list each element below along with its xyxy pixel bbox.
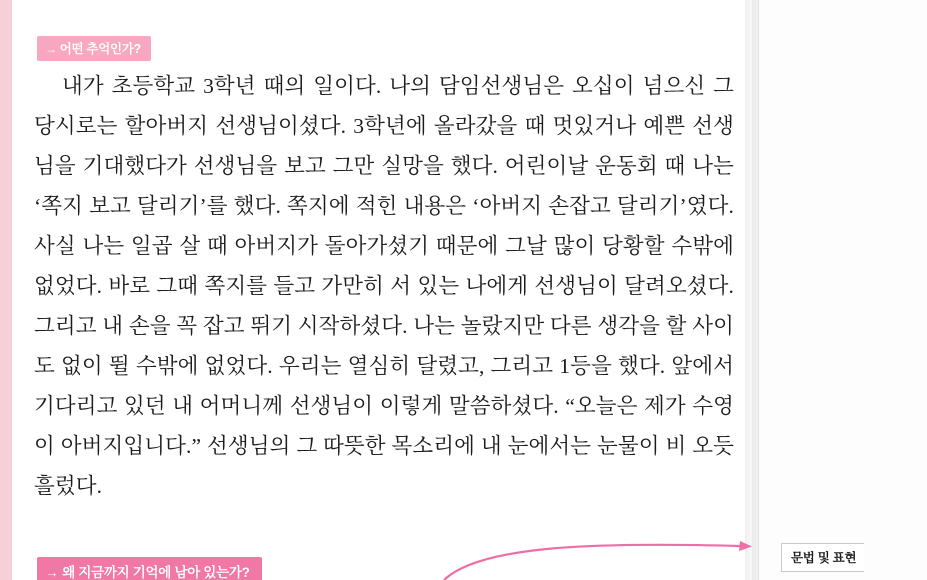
page-edge-shadow	[745, 0, 759, 580]
body-paragraph: 내가 초등학교 3학년 때의 일이다. 나의 담임선생님은 오십이 넘으신 그 당시로는 할아버지 선생님이셨다. 3학년에 올라갔을 때 멋있거나 예쁜 선생님을 기대했다가 선생님을 보고 그만 실망을 했다. 어린이날 운동회 때 나는 ‘쪽지 보고 달리기’를 했다. 쪽지에 적힌 내용은 ‘아버지 손잡고 달리기’였다. 사실 나는 일곱 살 때 아버지가 돌아가셨기 때문에 그날 많이 당황할 수밖에 없었다. 바로 그때 쪽지를 들고 가만히 서 있는 나에게 선생님이 달려오셨다. 그리고 내 손을 꼭 잡고 뛰기 시작하셨다. 나는 놀랐지만 다른 생각을 할 사이도 없이 뛸 수밖에 없었다. 우리는 열심히 달렸고, 그리고 1등을 했다. 앞에서 기다리고 있던 내 어머니께 선생님이 이렇게 말씀하셨다. “오늘은 제가 수영이 아버지입니다.” 선생님의 그 따뜻한 목소리에 내 눈에서는 눈물이 비 오듯 흘렀다.	[34, 74, 734, 498]
arrow-right-icon: →	[45, 42, 57, 56]
connector-arrow	[440, 540, 785, 580]
left-margin-strip	[0, 0, 12, 580]
section-tag-question-1	[37, 36, 151, 61]
grammar-tab-label: 문법 및 표현	[791, 551, 857, 565]
section-tag-label: 어떤 추억인가?	[59, 42, 141, 56]
arrow-right-icon-2: →	[45, 565, 59, 580]
right-page-surface	[758, 0, 927, 580]
grammar-expression-tab[interactable]	[781, 543, 864, 572]
section-tag-question-2	[37, 557, 262, 580]
section-tag-2-label: 왜 지금까지 기억에 남아 있는가?	[62, 565, 250, 580]
right-page-gutter	[752, 0, 927, 580]
